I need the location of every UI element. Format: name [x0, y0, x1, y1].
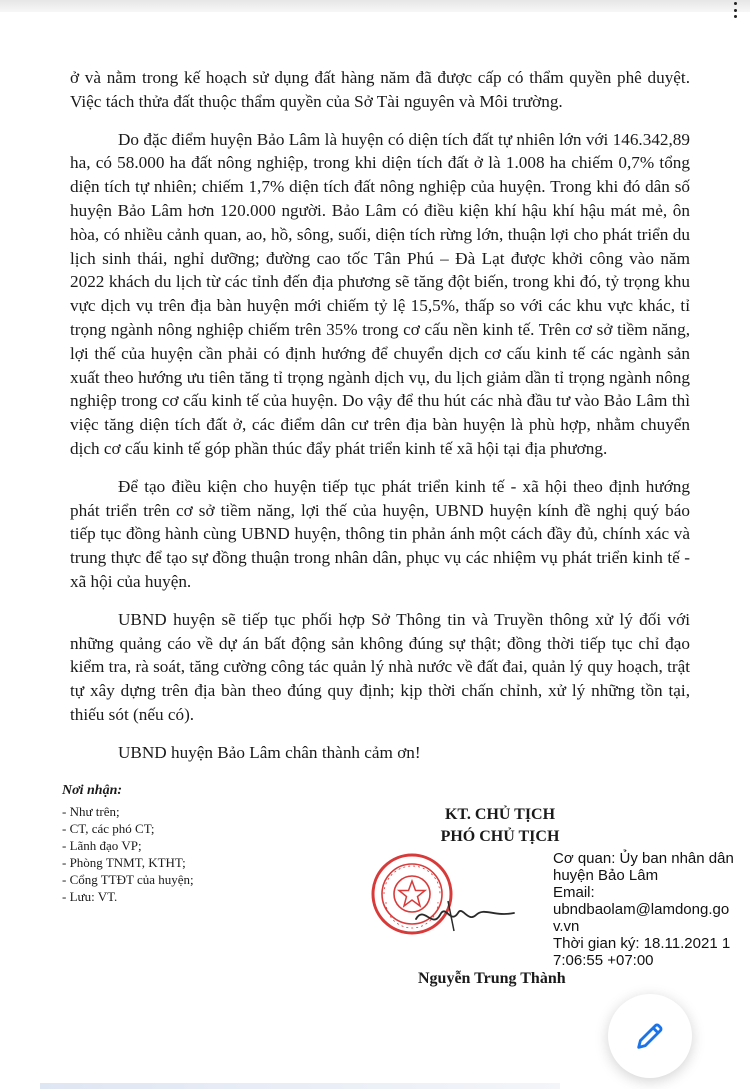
document-body	[70, 66, 690, 779]
recipient-item: - Phòng TNMT, KTHT;	[62, 855, 186, 870]
signature-heading	[420, 804, 580, 848]
signature-role-1: KT. CHỦ TỊCH	[444, 806, 556, 823]
paragraph-4: UBND huyện sẽ tiếp tục phối hợp Sở Thông tin và Truyền thông xử lý đối với những quảng cáo về dự án bất động sản không đúng sự thật; đồng thời tiếp tục chỉ đạo kiểm tra, rà soát, tăng cường công tác quản lý nhà nước về đất đai, quản lý quy hoạch, trật tự xây dựng trên địa bàn theo đúng quy định; kịp thời chấn chỉnh, xử lý những tồn tại, thiếu sót (nếu có).	[70, 609, 690, 724]
paragraph-2: Do đặc điểm huyện Bảo Lâm là huyện có diện tích đất tự nhiên lớn với 146.342,89 ha, có 58.000 ha đất nông nghiệp, trong khi diện tích đất ở là 1.008 ha chiếm 0,7% tổng diện tích tự nhiên; chiếm 1,7% diện tích đất nông nghiệp của huyện. Trong khi đó dân số huyện Bảo Lâm hơn 120.000 người. Bảo Lâm có điều kiện khí hậu khí hậu mát mẻ, ôn hòa, có nhiều cảnh quan, ao, hồ, sông, suối, diện tích rừng lớn, thuận lợi cho phát triển du lịch sinh thái, nghỉ dưỡng; đường cao tốc Tân Phú – Đà Lạt được khởi công vào năm 2022 khách du lịch từ các tỉnh đến địa phương sẽ tăng đột biến, trong khi đó, tỷ trọng khu vực dịch vụ trên địa bàn huyện mới chiếm tỷ lệ 15,5%, thấp so với các khu vực khác, tỉ trọng ngành nông nghiệp chiếm trên 35% trong cơ cấu nền kinh tế. Trên cơ sở tiềm năng, lợi thế của huyện cần phải có định hướng để chuyển dịch cơ cấu kinh tế các ngành sản xuất theo hướng ưu tiên tăng tỉ trọng ngành dịch vụ, du lịch giảm dần tỉ trọng ngành nông nghiệp trong cơ cấu kinh tế của huyện. Do vậy để thu hút các nhà đầu tư vào Bảo Lâm thì việc tăng diện tích đất ở, các điểm dân cư trên địa bàn huyện là phù hợp, nhằm chuyển dịch cơ cấu kinh tế góp phần thúc đẩy phát triển kinh tế xã hội tại địa phương.	[70, 129, 690, 458]
recipient-item: - Cổng TTĐT của huyện;	[62, 872, 194, 887]
signature-email: ubndbaolam@lamdong.gov.vn	[553, 901, 730, 935]
paragraph-3: Để tạo điều kiện cho huyện tiếp tục phát triển kinh tế - xã hội theo định hướng phát triển trên cơ sở tiềm năng, lợi thế của huyện, UBND huyện kính đề nghị quý báo tiếp tục đồng hành cùng UBND huyện, thông tin phản ánh một cách đầy đủ, chính xác và trung thực để tạo sự đồng thuận trong nhân dân, phục vụ các nhiệm vụ phát triển kinh tế - xã hội của huyện.	[70, 476, 690, 591]
pencil-icon	[633, 1019, 667, 1053]
signer-name: Nguyễn Trung Thành	[418, 970, 566, 987]
recipients-block	[62, 782, 322, 905]
signature-email-label: Email:	[553, 884, 595, 901]
recipients-list	[62, 803, 322, 905]
top-bar	[0, 0, 750, 12]
recipient-item: - Lưu: VT.	[62, 889, 118, 904]
signature-agency: Cơ quan: Ủy ban nhân dân huyện Bảo Lâm	[553, 850, 734, 884]
signature-role-2: PHÓ CHỦ TỊCH	[440, 828, 560, 845]
recipient-item: - Như trên;	[62, 804, 120, 819]
closing-line: UBND huyện Bảo Lâm chân thành cảm ơn!	[118, 742, 421, 762]
bottom-bar	[40, 1083, 560, 1089]
edit-button[interactable]	[608, 994, 692, 1078]
paragraph-1: ở và nằm trong kế hoạch sử dụng đất hàng năm đã được cấp có thẩm quyền phê duyệt. Việc tách thửa đất thuộc thẩm quyền của Sở Tài nguyên và Môi trường.	[70, 68, 690, 111]
recipients-title: Nơi nhận:	[62, 783, 123, 798]
handwritten-signature-icon	[410, 895, 520, 935]
more-options-icon[interactable]	[732, 2, 738, 18]
signature-time: Thời gian ký: 18.11.2021 17:06:55 +07:00	[553, 935, 731, 969]
recipient-item: - CT, các phó CT;	[62, 821, 155, 836]
recipient-item: - Lãnh đạo VP;	[62, 838, 142, 853]
digital-signature-info	[553, 850, 738, 969]
